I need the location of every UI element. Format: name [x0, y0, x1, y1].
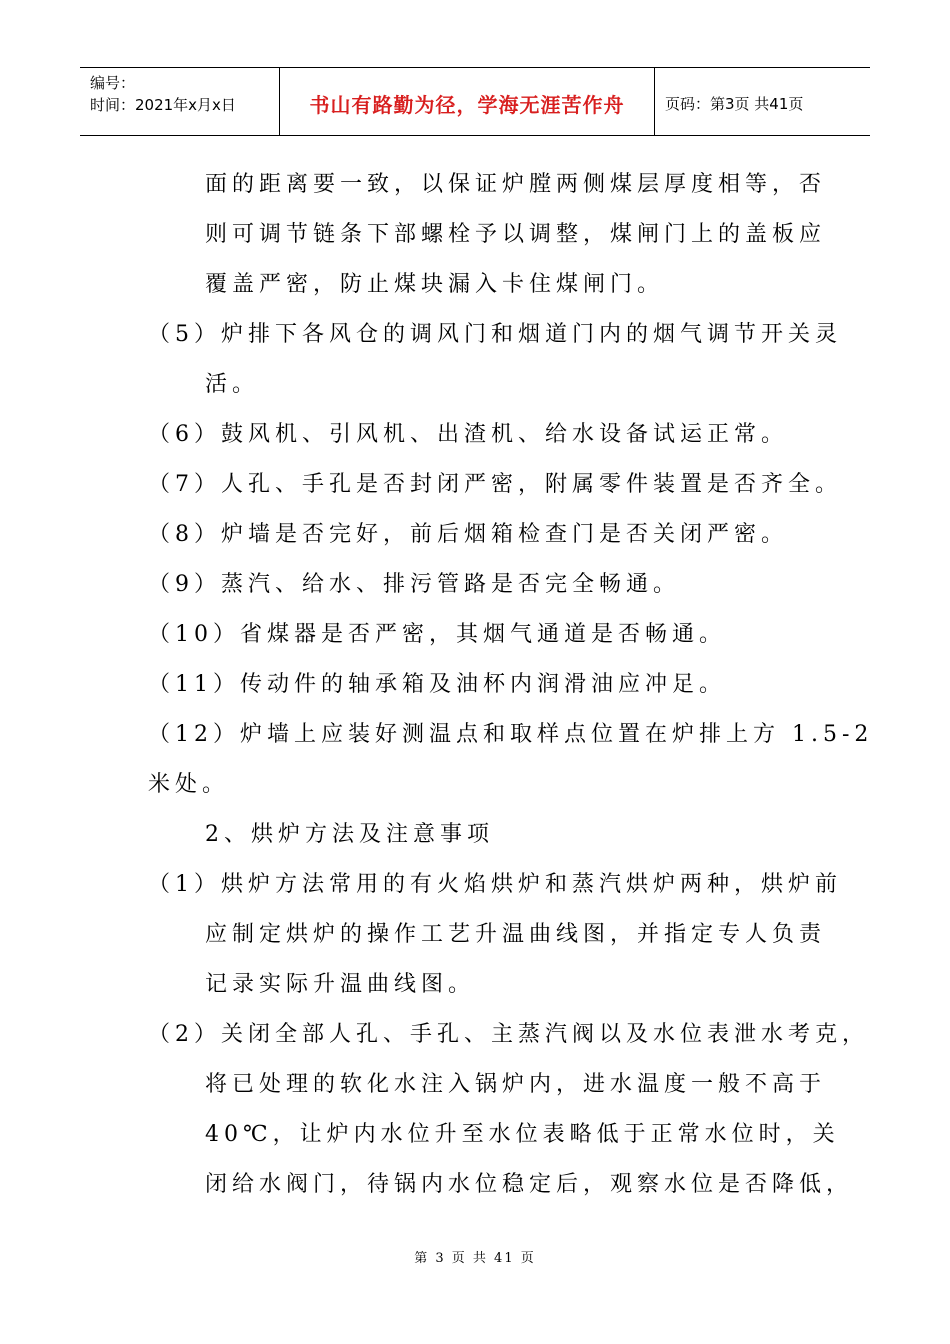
text-line: 则可调节链条下部螺栓予以调整，煤闸门上的盖板应 [205, 222, 827, 247]
text-line: （1）烘炉方法常用的有火焰烘炉和蒸汽烘炉两种，烘炉前 [148, 872, 842, 897]
text-line: 米处。 [148, 772, 230, 797]
page-footer: 第 3 页 共 41 页 [414, 1251, 536, 1266]
text-line: （8）炉墙是否完好，前后烟箱检查门是否关闭严密。 [148, 522, 788, 547]
header-motto: 书山有路勤为径，学海无涯苦作舟 [280, 68, 655, 135]
text-line: （2）关闭全部人孔、手孔、主蒸汽阀以及水位表泄水考克， [148, 1022, 869, 1047]
text-line: 记录实际升温曲线图。 [205, 972, 476, 997]
text-line: （10）省煤器是否严密，其烟气通道是否畅通。 [148, 622, 726, 647]
header-page-info: 页码：第3页 共41页 [665, 95, 804, 113]
section-heading: 2、烘炉方法及注意事项 [205, 822, 494, 847]
document-header [80, 67, 870, 136]
time-label: 时间：2021年x月x日 [90, 96, 236, 114]
header-meta [80, 68, 280, 135]
text-line: （11）传动件的轴承箱及油杯内润滑油应冲足。 [148, 672, 726, 697]
text-line: （6）鼓风机、引风机、出渣机、给水设备试运正常。 [148, 422, 788, 447]
text-line: （9）蒸汽、给水、排污管路是否完全畅通。 [148, 572, 680, 597]
text-line: 将已处理的软化水注入锅炉内，进水温度一般不高于 [205, 1072, 827, 1097]
text-line: （7）人孔、手孔是否封闭严密，附属零件装置是否齐全。 [148, 472, 842, 497]
text-line: 40℃，让炉内水位升至水位表略低于正常水位时，关 [205, 1122, 840, 1147]
text-line: 应制定烘炉的操作工艺升温曲线图，并指定专人负责 [205, 922, 827, 947]
text-line: 覆盖严密，防止煤块漏入卡住煤闸门。 [205, 272, 665, 297]
text-line: 闭给水阀门，待锅内水位稳定后，观察水位是否降低， [205, 1172, 854, 1197]
text-line: （12）炉墙上应装好测温点和取样点位置在炉排上方 1.5-2 [148, 722, 874, 747]
text-line: （5）炉排下各风仓的调风门和烟道门内的烟气调节开关灵 [148, 322, 842, 347]
text-line: 面的距离要一致，以保证炉膛两侧煤层厚度相等，否 [205, 172, 827, 197]
text-line: 活。 [205, 372, 260, 397]
number-label: 编号： [90, 74, 136, 92]
